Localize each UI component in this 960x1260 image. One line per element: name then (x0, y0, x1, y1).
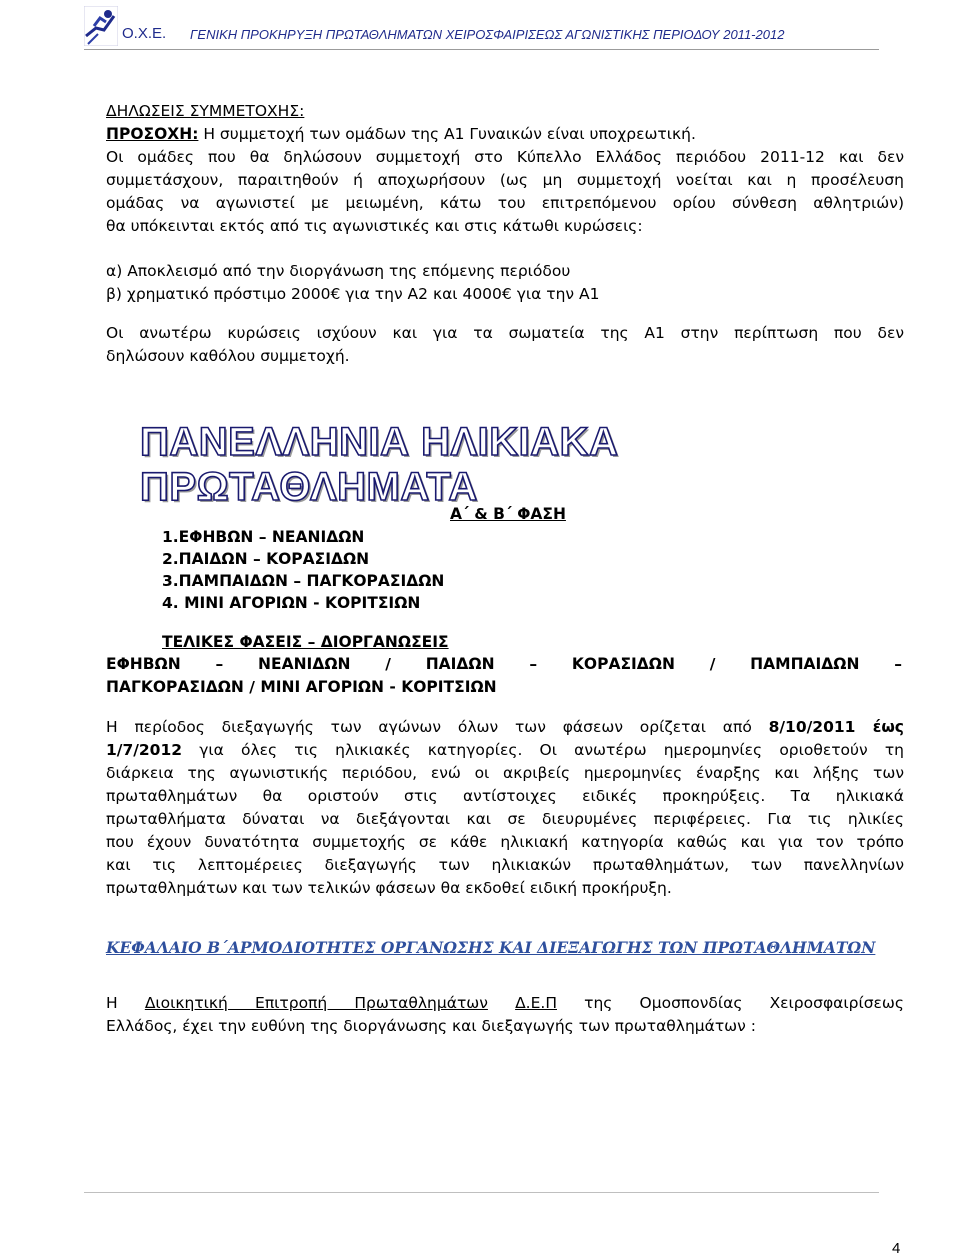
period-line: πρωταθλημάτων θα οριστούν στις αντίστοιχες ειδικές προκηρύξεις. Τα ηλικιακά (106, 787, 904, 805)
sanction-item: α) Αποκλεισμό από την διοργάνωση της επόμενης περιόδου (106, 262, 571, 280)
chapter-text: της Ομοσπονδίας Χειροσφαιρίσεως (556, 994, 905, 1012)
category-item: 3.ΠΑΜΠΑΙΔΩΝ – ΠΑΓΚΟΡΑΣΙΔΩΝ (162, 572, 445, 590)
paragraph-line: ομάδας να αγωνιστεί με μειωμένη, κάτω του επιτρεπόμενου ορίου σύνθεση αθλητριών) (106, 194, 904, 212)
period-end-date: 1/7/2012 (106, 741, 183, 759)
paragraph-line: Οι ομάδες που θα δηλώσουν συμμετοχή στο Κύπελλο Ελλάδος περιόδου 2011-12 και δεν (106, 148, 904, 166)
note-line: δηλώσουν καθόλου συμμετοχή. (106, 347, 350, 365)
committee-link: Διοικητική Επιτροπή Πρωταθλημάτων (144, 994, 488, 1012)
finals-line: ΠΑΓΚΟΡΑΣΙΔΩΝ / ΜΙΝΙ ΑΓΟΡΙΩΝ - ΚΟΡΙΤΣΙΩΝ (106, 678, 497, 696)
chapter-paragraph-line: Ελλάδος, έχει την ευθύνη της διοργάνωσης και διεξαγωγής των πρωταθλημάτων : (106, 1017, 756, 1035)
period-line: που έχουν δυνατότητα συμμετοχής σε κάθε ηλικιακή κατηγορία καθώς και για τον τρόπο (106, 833, 904, 851)
attention-label: ΠΡΟΣΟΧΗ: (106, 125, 199, 143)
sanction-item: β) χρηματικό πρόστιμο 2000€ για την Α2 και 4000€ για την Α1 (106, 285, 600, 303)
chapter-title: ΚΕΦΑΛΑΙΟ Β΄ΑΡΜΟΔΙΟΤΗΤΕΣ ΟΡΓΑΝΩΣΗΣ ΚΑΙ ΔΙΕΞΑΓΩΓΗΣ ΤΩΝ ΠΡΩΤΑΘΛΗΜΑΤΩΝ (106, 938, 876, 957)
chapter-text (488, 994, 515, 1012)
finals-line: ΕΦΗΒΩΝ – ΝΕΑΝΙΔΩΝ / ΠΑΙΔΩΝ – ΚΟΡΑΣΙΔΩΝ / ΠΑΜΠΑΙΔΩΝ – (106, 655, 902, 673)
category-item: 2.ΠΑΙΔΩΝ – ΚΟΡΑΣΙΔΩΝ (162, 550, 370, 568)
category-item: 4. ΜΙΝΙ ΑΓΟΡΙΩΝ - ΚΟΡΙΤΣΙΩΝ (162, 594, 421, 612)
period-line (106, 739, 904, 762)
category-item: 1.ΕΦΗΒΩΝ – ΝΕΑΝΙΔΩΝ (162, 528, 365, 546)
period-text: για όλες τις ηλικιακές κατηγορίες. Οι ανωτέρω ημερομηνίες οριοθετούν τη (182, 741, 904, 759)
period-line (106, 716, 904, 739)
category-list (162, 526, 444, 614)
period-line: διάρκεια της αγωνιστικής περιόδου, ενώ οι ακριβείς ημερομηνίες έναρξης και λήξης των (106, 764, 904, 782)
header-org: Ο.Χ.Ε. (122, 25, 167, 42)
period-line: και τις λεπτομέρειες διεξαγωγής των ηλικιακών πρωταθλημάτων, των πανελληνίων (106, 856, 904, 874)
dep-link: Δ.Ε.Π (515, 994, 557, 1012)
footer-divider (84, 1192, 879, 1193)
chapter-paragraph-line (106, 992, 904, 1015)
finals-heading: ΤΕΛΙΚΕΣ ΦΑΣΕΙΣ – ΔΙΟΡΓΑΝΩΣΕΙΣ (162, 633, 449, 651)
header-divider (84, 49, 879, 50)
period-line: πρωταθλήματα δύναται να διεξάγονται και σε διευρυμένες περιφέρειες. Για τις ηλικίες (106, 810, 904, 828)
attention-line (106, 123, 904, 146)
period-line: πρωταθλημάτων και των τελικών φάσεων θα εκδοθεί ειδική προκήρυξη. (106, 879, 672, 897)
phase-heading: Α΄ & Β΄ ΦΑΣΗ (450, 505, 566, 523)
period-start-date: 8/10/2011 έως (768, 718, 904, 736)
championships-title: ΠΑΝΕΛΛΗΝΙΑ ΗΛΙΚΙΑΚΑ ΠΡΩΤΑΘΛΗΜΑΤΑ (140, 420, 619, 509)
note-line: Οι ανωτέρω κυρώσεις ισχύουν και για τα σωματεία της Α1 στην περίπτωση που δεν (106, 324, 904, 342)
paragraph-line: θα υπόκεινται εκτός από τις αγωνιστικές και στις κάτωθι κυρώσεις: (106, 217, 643, 235)
header-title: ΓΕΝΙΚΗ ΠΡΟΚΗΡΥΞΗ ΠΡΩΤΑΘΛΗΜΑΤΩΝ ΧΕΙΡΟΣΦΑΙΡΙΣΕΩΣ ΑΓΩΝΙΣΤΙΚΗΣ ΠΕΡΙΟΔΟΥ 2011-2012 (190, 27, 785, 42)
section-heading-declarations: ΔΗΛΩΣΕΙΣ ΣΥΜΜΕΤΟΧΗΣ: (106, 102, 305, 120)
page-number: 4 (892, 1240, 901, 1257)
attention-text: Η συμμετοχή των ομάδων της Α1 Γυναικών είναι υποχρεωτική. (198, 125, 696, 143)
chapter-text: Η (106, 994, 145, 1012)
period-text: Η περίοδος διεξαγωγής των αγώνων όλων των φάσεων ορίζεται από (106, 718, 769, 736)
federation-logo (84, 6, 118, 46)
paragraph-line: συμμετάσχουν, παραιτηθούν ή αποχωρήσουν (ως μη συμμετοχή νοείται και η προσέλευση (106, 171, 904, 189)
